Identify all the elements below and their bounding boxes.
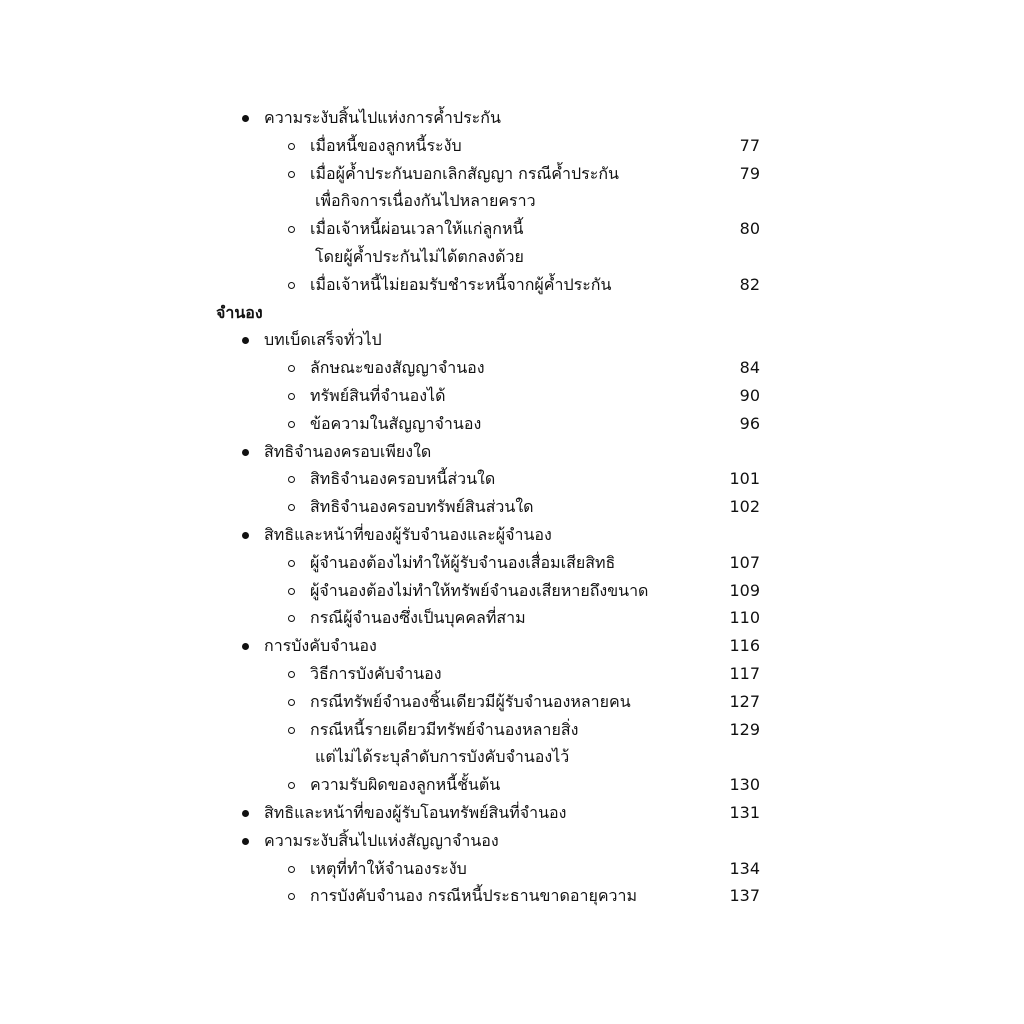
page-number: 127 [729, 692, 760, 711]
page-number: 102 [729, 497, 760, 516]
entry-title: เมื่อผู้ค้ำประกันบอกเลิกสัญญา กรณีค้ำประกัน [310, 164, 619, 183]
circle-bullet-icon [284, 410, 298, 438]
hollow-circle-icon [288, 282, 295, 289]
entry-title: โดยผู้ค้ำประกันไม่ได้ตกลงด้วย [315, 247, 524, 266]
toc-entry [0, 688, 1024, 716]
entry-title: สิทธิจำนองครอบทรัพย์สินส่วนใด [310, 497, 534, 516]
entry-title: วิธีการบังคับจำนอง [310, 664, 442, 683]
toc-entry [0, 799, 1024, 827]
bullet-icon [238, 326, 252, 354]
page-number: 80 [739, 219, 760, 238]
page-number: 129 [729, 720, 760, 739]
page-number: 134 [729, 859, 760, 878]
hollow-circle-icon [288, 699, 295, 706]
page-number: 137 [729, 886, 760, 905]
hollow-circle-icon [288, 421, 295, 428]
hollow-circle-icon [288, 365, 295, 372]
bullet-icon [238, 104, 252, 132]
entry-title: ลักษณะของสัญญาจำนอง [310, 358, 485, 377]
page-number: 101 [729, 469, 760, 488]
toc-entry [0, 855, 1024, 883]
circle-bullet-icon [284, 465, 298, 493]
toc-entry [0, 160, 1024, 188]
filled-dot-icon [242, 337, 249, 344]
toc-entry [0, 104, 1024, 132]
circle-bullet-icon [284, 577, 298, 605]
toc-entry [0, 577, 1024, 605]
circle-bullet-icon [284, 160, 298, 188]
toc-entry [0, 521, 1024, 549]
entry-title: ทรัพย์สินที่จำนองได้ [310, 386, 446, 405]
entry-title: บทเบ็ดเสร็จทั่วไป [264, 330, 382, 349]
toc-entry [0, 743, 1024, 771]
hollow-circle-icon [288, 893, 295, 900]
page-number: 110 [729, 608, 760, 627]
circle-bullet-icon [284, 271, 298, 299]
hollow-circle-icon [288, 393, 295, 400]
entry-title: การบังคับจำนอง กรณีหนี้ประธานขาดอายุความ [310, 886, 638, 905]
circle-bullet-icon [284, 660, 298, 688]
page-number: 84 [739, 358, 760, 377]
bullet-icon [238, 521, 252, 549]
page-number: 117 [729, 664, 760, 683]
filled-dot-icon [242, 449, 249, 456]
page-number: 82 [739, 275, 760, 294]
entry-title: ความระงับสิ้นไปแห่งสัญญาจำนอง [264, 831, 499, 850]
circle-bullet-icon [284, 855, 298, 883]
toc-entry [0, 882, 1024, 910]
page-number: 130 [729, 775, 760, 794]
page-number: 77 [739, 136, 760, 155]
hollow-circle-icon [288, 560, 295, 567]
section-heading: จำนอง [216, 303, 263, 322]
toc-entry [0, 604, 1024, 632]
bullet-icon [238, 632, 252, 660]
entry-title: ความรับผิดของลูกหนี้ชั้นต้น [310, 775, 501, 794]
page-number: 79 [739, 164, 760, 183]
entry-title: เพื่อกิจการเนื่องกันไปหลายคราว [315, 191, 536, 210]
circle-bullet-icon [284, 882, 298, 910]
hollow-circle-icon [288, 782, 295, 789]
circle-bullet-icon [284, 132, 298, 160]
toc-entry [0, 716, 1024, 744]
bullet-icon [238, 827, 252, 855]
filled-dot-icon [242, 838, 249, 845]
filled-dot-icon [242, 115, 249, 122]
hollow-circle-icon [288, 171, 295, 178]
toc-entry [0, 243, 1024, 271]
entry-title: สิทธิและหน้าที่ของผู้รับจำนองและผู้จำนอง [264, 525, 552, 544]
toc-entry [0, 493, 1024, 521]
entry-title: กรณีหนี้รายเดียวมีทรัพย์จำนองหลายสิ่ง [310, 720, 579, 739]
entry-title: ข้อความในสัญญาจำนอง [310, 414, 482, 433]
toc-entry [0, 271, 1024, 299]
page-number: 131 [729, 803, 760, 822]
toc-entry [0, 410, 1024, 438]
circle-bullet-icon [284, 354, 298, 382]
entry-title: เมื่อหนี้ของลูกหนี้ระงับ [310, 136, 462, 155]
circle-bullet-icon [284, 549, 298, 577]
toc-entry [0, 632, 1024, 660]
hollow-circle-icon [288, 615, 295, 622]
entry-title: สิทธิจำนองครอบเพียงใด [264, 442, 432, 461]
filled-dot-icon [242, 810, 249, 817]
circle-bullet-icon [284, 771, 298, 799]
toc-entry [0, 187, 1024, 215]
circle-bullet-icon [284, 604, 298, 632]
hollow-circle-icon [288, 226, 295, 233]
toc-entry [0, 215, 1024, 243]
toc-entry [0, 382, 1024, 410]
hollow-circle-icon [288, 476, 295, 483]
circle-bullet-icon [284, 382, 298, 410]
section-heading-row [0, 299, 1024, 327]
hollow-circle-icon [288, 504, 295, 511]
entry-title: แต่ไม่ได้ระบุลำดับการบังคับจำนองไว้ [315, 747, 570, 766]
circle-bullet-icon [284, 215, 298, 243]
circle-bullet-icon [284, 493, 298, 521]
page-number: 96 [739, 414, 760, 433]
entry-title: ผู้จำนองต้องไม่ทำให้ทรัพย์จำนองเสียหายถึงขนาด [310, 581, 649, 600]
filled-dot-icon [242, 532, 249, 539]
toc-entry [0, 660, 1024, 688]
toc-entry [0, 827, 1024, 855]
entry-title: กรณีผู้จำนองซึ่งเป็นบุคคลที่สาม [310, 608, 526, 627]
hollow-circle-icon [288, 143, 295, 150]
entry-title: สิทธิจำนองครอบหนี้ส่วนใด [310, 469, 496, 488]
hollow-circle-icon [288, 588, 295, 595]
filled-dot-icon [242, 643, 249, 650]
page-number: 90 [739, 386, 760, 405]
entry-title: เหตุที่ทำให้จำนองระงับ [310, 859, 467, 878]
entry-title: สิทธิและหน้าที่ของผู้รับโอนทรัพย์สินที่จำนอง [264, 803, 567, 822]
toc-entry [0, 132, 1024, 160]
bullet-icon [238, 438, 252, 466]
hollow-circle-icon [288, 727, 295, 734]
circle-bullet-icon [284, 688, 298, 716]
toc-entry [0, 326, 1024, 354]
entry-title: การบังคับจำนอง [264, 636, 377, 655]
toc-entry [0, 465, 1024, 493]
toc-entry [0, 549, 1024, 577]
entry-title: ผู้จำนองต้องไม่ทำให้ผู้รับจำนองเสื่อมเสียสิทธิ [310, 553, 616, 572]
entry-title: เมื่อเจ้าหนี้ผ่อนเวลาให้แก่ลูกหนี้ [310, 219, 524, 238]
entry-title: เมื่อเจ้าหนี้ไม่ยอมรับชำระหนี้จากผู้ค้ำประกัน [310, 275, 612, 294]
circle-bullet-icon [284, 716, 298, 744]
page-number: 116 [729, 636, 760, 655]
page-number: 109 [729, 581, 760, 600]
hollow-circle-icon [288, 866, 295, 873]
entry-title: ความระงับสิ้นไปแห่งการค้ำประกัน [264, 108, 501, 127]
bullet-icon [238, 799, 252, 827]
page-number: 107 [729, 553, 760, 572]
toc-entry [0, 771, 1024, 799]
entry-title: กรณีทรัพย์จำนองชิ้นเดียวมีผู้รับจำนองหลายคน [310, 692, 631, 711]
toc-entry [0, 354, 1024, 382]
toc-entry [0, 438, 1024, 466]
hollow-circle-icon [288, 671, 295, 678]
